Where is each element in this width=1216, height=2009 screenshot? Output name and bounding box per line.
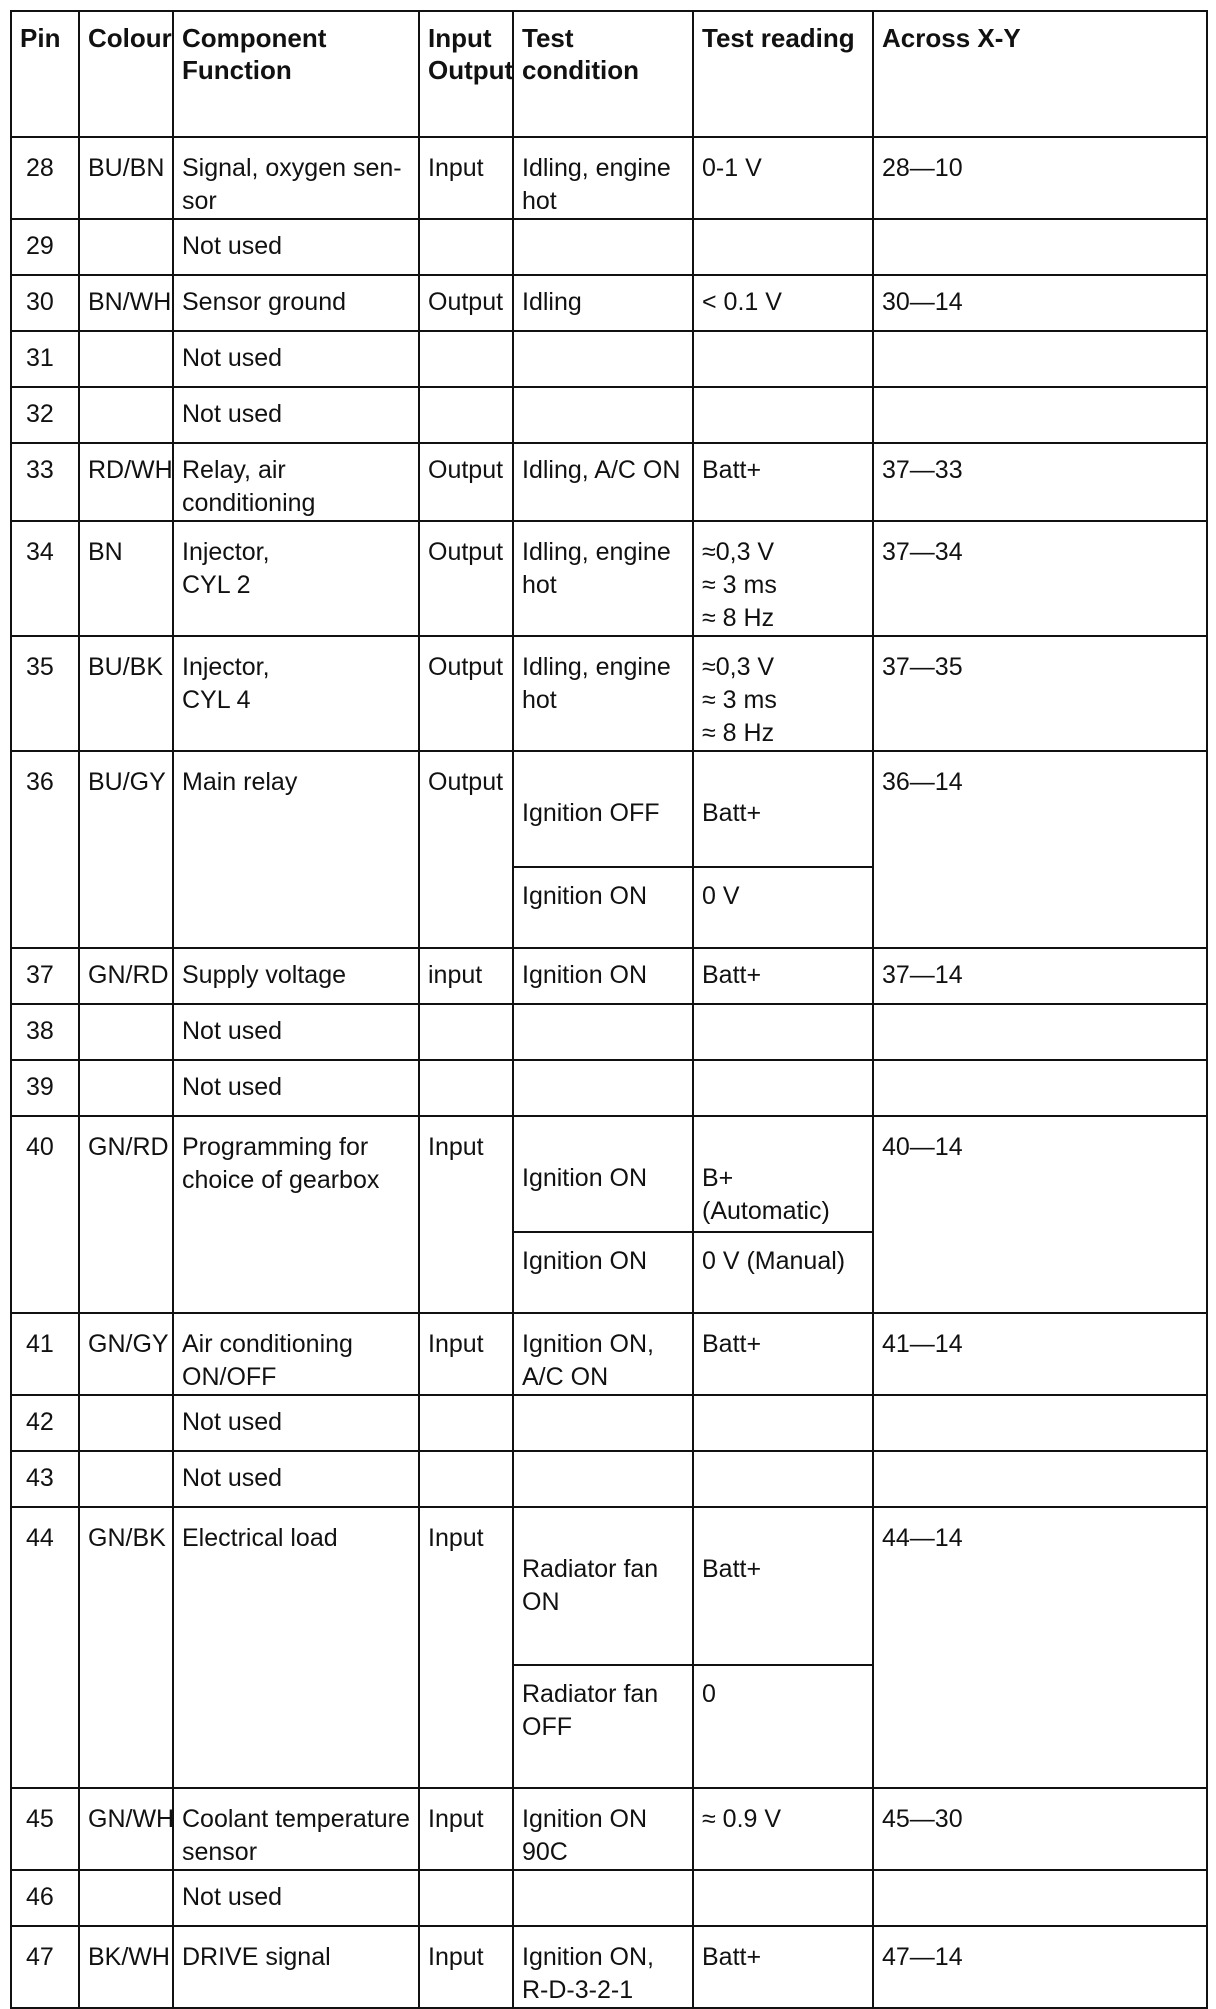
across-cell bbox=[873, 331, 1207, 387]
across-cell bbox=[873, 1451, 1207, 1507]
across-cell: 28—10 bbox=[873, 137, 1207, 219]
component-cell: DRIVE signal bbox=[173, 1926, 419, 2008]
pin-cell: 40 bbox=[11, 1116, 79, 1313]
reading-cell: < 0.1 V bbox=[693, 275, 873, 331]
table-row bbox=[11, 443, 1207, 521]
condition-cell bbox=[513, 387, 693, 443]
reading-cell: Batt+ bbox=[693, 1926, 873, 2008]
pin-test-table bbox=[10, 10, 1208, 2009]
io-cell bbox=[419, 1870, 513, 1926]
component-cell: Electrical load bbox=[173, 1507, 419, 1788]
io-cell: Output bbox=[419, 636, 513, 751]
condition-cell: Idling bbox=[513, 275, 693, 331]
io-cell bbox=[419, 1004, 513, 1060]
header-component-function: Component Function bbox=[173, 11, 419, 137]
across-cell: 45—30 bbox=[873, 1788, 1207, 1870]
colour-cell: BN/WH bbox=[79, 275, 173, 331]
condition-subcell: Ignition ON bbox=[522, 1164, 648, 1192]
across-cell: 41—14 bbox=[873, 1313, 1207, 1395]
header-across-x-y: Across X-Y bbox=[873, 11, 1207, 137]
pin-cell: 30 bbox=[11, 275, 79, 331]
colour-cell: GN/GY bbox=[79, 1313, 173, 1395]
colour-cell: GN/BK bbox=[79, 1507, 173, 1788]
reading-subcell: 0 bbox=[694, 1664, 872, 1754]
colour-cell bbox=[79, 219, 173, 275]
across-cell: 37—34 bbox=[873, 521, 1207, 636]
condition-cell bbox=[513, 1870, 693, 1926]
condition-subcell: Radiator fan OFF bbox=[514, 1664, 692, 1754]
reading-cell bbox=[693, 1060, 873, 1116]
pin-cell: 35 bbox=[11, 636, 79, 751]
io-cell: Output bbox=[419, 521, 513, 636]
table-row bbox=[11, 219, 1207, 275]
table-row bbox=[11, 1507, 1207, 1788]
component-cell: Signal, oxygen sen- sor bbox=[173, 137, 419, 219]
across-cell: 36—14 bbox=[873, 751, 1207, 948]
io-cell bbox=[419, 1395, 513, 1451]
condition-cell: Idling, A/C ON bbox=[513, 443, 693, 521]
pin-cell: 33 bbox=[11, 443, 79, 521]
header-test-condition: Test condition bbox=[513, 11, 693, 137]
pin-table-document bbox=[10, 10, 1206, 2009]
across-cell bbox=[873, 219, 1207, 275]
io-cell bbox=[419, 219, 513, 275]
across-cell: 47—14 bbox=[873, 1926, 1207, 2008]
component-cell: Main relay bbox=[173, 751, 419, 948]
io-cell: input bbox=[419, 948, 513, 1004]
reading-cell: Batt+ bbox=[693, 1313, 873, 1395]
table-row bbox=[11, 1060, 1207, 1116]
io-cell: Output bbox=[419, 751, 513, 948]
io-cell: Input bbox=[419, 1313, 513, 1395]
condition-cell bbox=[513, 1395, 693, 1451]
reading-cell bbox=[693, 1451, 873, 1507]
io-cell: Input bbox=[419, 1116, 513, 1313]
condition-subcell: Ignition ON bbox=[514, 1231, 692, 1279]
table-row bbox=[11, 1116, 1207, 1313]
table-row bbox=[11, 1870, 1207, 1926]
reading-cell: ≈0,3 V ≈ 3 ms ≈ 8 Hz bbox=[693, 636, 873, 751]
condition-cell bbox=[513, 1004, 693, 1060]
pin-cell: 31 bbox=[11, 331, 79, 387]
pin-cell: 41 bbox=[11, 1313, 79, 1395]
io-cell bbox=[419, 331, 513, 387]
reading-cell bbox=[693, 1004, 873, 1060]
across-cell bbox=[873, 1870, 1207, 1926]
colour-cell bbox=[79, 387, 173, 443]
header-row bbox=[11, 11, 1207, 137]
io-cell bbox=[419, 387, 513, 443]
io-cell: Output bbox=[419, 275, 513, 331]
table-row bbox=[11, 331, 1207, 387]
reading-cell: ≈ 0.9 V bbox=[693, 1788, 873, 1870]
component-cell: Not used bbox=[173, 1395, 419, 1451]
reading-cell: Batt+ bbox=[693, 443, 873, 521]
condition-subcell: Ignition OFF bbox=[522, 799, 660, 827]
reading-cell-split bbox=[693, 1116, 873, 1313]
condition-cell bbox=[513, 1060, 693, 1116]
across-cell bbox=[873, 1004, 1207, 1060]
table-row bbox=[11, 1451, 1207, 1507]
table-row bbox=[11, 1395, 1207, 1451]
condition-cell: Ignition ON, A/C ON bbox=[513, 1313, 693, 1395]
table-row bbox=[11, 275, 1207, 331]
across-cell bbox=[873, 387, 1207, 443]
colour-cell: BU/BN bbox=[79, 137, 173, 219]
io-cell bbox=[419, 1451, 513, 1507]
colour-cell: GN/WH bbox=[79, 1788, 173, 1870]
condition-cell: Ignition ON, R-D-3-2-1 bbox=[513, 1926, 693, 2008]
condition-cell-split bbox=[513, 1116, 693, 1313]
condition-subcell: Ignition ON bbox=[514, 866, 692, 914]
reading-cell bbox=[693, 1395, 873, 1451]
across-cell: 37—33 bbox=[873, 443, 1207, 521]
io-cell bbox=[419, 1060, 513, 1116]
io-cell: Input bbox=[419, 137, 513, 219]
across-cell: 37—35 bbox=[873, 636, 1207, 751]
table-row bbox=[11, 387, 1207, 443]
reading-cell-split bbox=[693, 751, 873, 948]
table-row bbox=[11, 1313, 1207, 1395]
io-cell: Input bbox=[419, 1507, 513, 1788]
component-cell: Not used bbox=[173, 387, 419, 443]
pin-cell: 34 bbox=[11, 521, 79, 636]
colour-cell bbox=[79, 1004, 173, 1060]
condition-cell bbox=[513, 331, 693, 387]
pin-cell: 28 bbox=[11, 137, 79, 219]
colour-cell: GN/RD bbox=[79, 1116, 173, 1313]
component-cell: Injector, CYL 4 bbox=[173, 636, 419, 751]
across-cell: 30—14 bbox=[873, 275, 1207, 331]
table-row bbox=[11, 1004, 1207, 1060]
across-cell bbox=[873, 1060, 1207, 1116]
reading-cell bbox=[693, 387, 873, 443]
component-cell: Not used bbox=[173, 219, 419, 275]
reading-cell bbox=[693, 331, 873, 387]
condition-cell-split bbox=[513, 751, 693, 948]
colour-cell bbox=[79, 1870, 173, 1926]
component-cell: Not used bbox=[173, 331, 419, 387]
table-row bbox=[11, 521, 1207, 636]
colour-cell: BU/BK bbox=[79, 636, 173, 751]
colour-cell bbox=[79, 1060, 173, 1116]
colour-cell bbox=[79, 1395, 173, 1451]
condition-cell: Idling, engine hot bbox=[513, 636, 693, 751]
condition-cell: Ignition ON 90C bbox=[513, 1788, 693, 1870]
across-cell: 40—14 bbox=[873, 1116, 1207, 1313]
table-row bbox=[11, 1788, 1207, 1870]
reading-subcell: 0 V bbox=[694, 866, 872, 914]
pin-cell: 47 bbox=[11, 1926, 79, 2008]
reading-cell: 0-1 V bbox=[693, 137, 873, 219]
table-row bbox=[11, 751, 1207, 948]
reading-subcell: Batt+ bbox=[702, 799, 762, 827]
reading-cell: ≈0,3 V ≈ 3 ms ≈ 8 Hz bbox=[693, 521, 873, 636]
component-cell: Coolant temperature sensor bbox=[173, 1788, 419, 1870]
pin-cell: 38 bbox=[11, 1004, 79, 1060]
component-cell: Not used bbox=[173, 1004, 419, 1060]
colour-cell: BK/WH bbox=[79, 1926, 173, 2008]
reading-cell bbox=[693, 219, 873, 275]
colour-cell bbox=[79, 1451, 173, 1507]
reading-cell bbox=[693, 1870, 873, 1926]
across-cell: 37—14 bbox=[873, 948, 1207, 1004]
component-cell: Not used bbox=[173, 1870, 419, 1926]
condition-cell: Ignition ON bbox=[513, 948, 693, 1004]
reading-cell-split bbox=[693, 1507, 873, 1788]
pin-cell: 37 bbox=[11, 948, 79, 1004]
colour-cell: BU/GY bbox=[79, 751, 173, 948]
pin-cell: 32 bbox=[11, 387, 79, 443]
condition-subcell: Radiator fan ON bbox=[522, 1555, 659, 1616]
table-row bbox=[11, 1926, 1207, 2008]
header-pin: Pin bbox=[11, 11, 79, 137]
table-row bbox=[11, 948, 1207, 1004]
reading-subcell: Batt+ bbox=[702, 1555, 762, 1583]
component-cell: Not used bbox=[173, 1451, 419, 1507]
pin-cell: 44 bbox=[11, 1507, 79, 1788]
pin-cell: 39 bbox=[11, 1060, 79, 1116]
reading-subcell: 0 V (Manual) bbox=[694, 1231, 872, 1279]
across-cell: 44—14 bbox=[873, 1507, 1207, 1788]
header-test-reading: Test reading bbox=[693, 11, 873, 137]
table-row bbox=[11, 137, 1207, 219]
io-cell: Output bbox=[419, 443, 513, 521]
component-cell: Relay, air conditioning bbox=[173, 443, 419, 521]
colour-cell: BN bbox=[79, 521, 173, 636]
pin-cell: 29 bbox=[11, 219, 79, 275]
colour-cell: GN/RD bbox=[79, 948, 173, 1004]
component-cell: Sensor ground bbox=[173, 275, 419, 331]
reading-cell: Batt+ bbox=[693, 948, 873, 1004]
pin-cell: 46 bbox=[11, 1870, 79, 1926]
pin-cell: 36 bbox=[11, 751, 79, 948]
header-colour: Colour bbox=[79, 11, 173, 137]
table-row bbox=[11, 636, 1207, 751]
pin-cell: 45 bbox=[11, 1788, 79, 1870]
condition-cell-split bbox=[513, 1507, 693, 1788]
reading-subcell: B+ (Automatic) bbox=[702, 1164, 830, 1225]
io-cell: Input bbox=[419, 1788, 513, 1870]
component-cell: Injector, CYL 2 bbox=[173, 521, 419, 636]
header-input-output: Input Output bbox=[419, 11, 513, 137]
component-cell: Not used bbox=[173, 1060, 419, 1116]
colour-cell bbox=[79, 331, 173, 387]
pin-cell: 43 bbox=[11, 1451, 79, 1507]
colour-cell: RD/WH bbox=[79, 443, 173, 521]
condition-cell: Idling, engine hot bbox=[513, 521, 693, 636]
condition-cell bbox=[513, 1451, 693, 1507]
component-cell: Programming for choice of gearbox bbox=[173, 1116, 419, 1313]
pin-cell: 42 bbox=[11, 1395, 79, 1451]
across-cell bbox=[873, 1395, 1207, 1451]
condition-cell bbox=[513, 219, 693, 275]
io-cell: Input bbox=[419, 1926, 513, 2008]
component-cell: Air conditioning ON/OFF bbox=[173, 1313, 419, 1395]
component-cell: Supply voltage bbox=[173, 948, 419, 1004]
condition-cell: Idling, engine hot bbox=[513, 137, 693, 219]
